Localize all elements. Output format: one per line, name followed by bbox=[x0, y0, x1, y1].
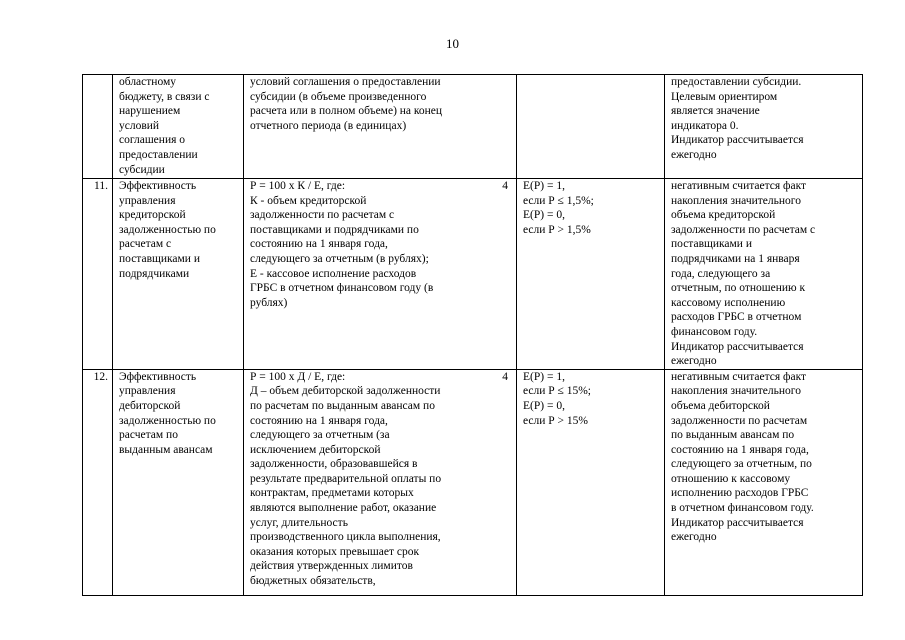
calculation-line: бюджетных обязательств, bbox=[250, 575, 376, 588]
comment-line: подрядчиками на 1 января bbox=[671, 252, 800, 265]
comment-cell bbox=[665, 179, 863, 370]
indicator-name-line: нарушением bbox=[119, 105, 181, 118]
calculation-line: Д – объем дебиторской задолженности bbox=[250, 385, 441, 398]
calculation-line: следующего за отчетным (в рублях); bbox=[250, 252, 429, 265]
calculation-line: являются выполнение работ, оказание bbox=[250, 502, 437, 515]
table-row bbox=[83, 369, 863, 595]
evaluation-cell bbox=[517, 179, 665, 370]
calculation-line: субсидии (в объеме произведенного bbox=[250, 90, 427, 103]
indicator-name-line: расчетам по bbox=[119, 429, 178, 442]
comment-line: кассовому исполнению bbox=[671, 296, 786, 309]
comment-line: отношению к кассовому bbox=[671, 472, 791, 485]
indicator-name-cell bbox=[113, 369, 244, 595]
calculation-line: поставщиками и подрядчиками по bbox=[250, 223, 419, 236]
comment-line: в отчетном финансовом году. bbox=[671, 502, 814, 515]
comment-line: года, следующего за bbox=[671, 267, 771, 280]
indicator-name-line: областному bbox=[119, 76, 177, 88]
comment-line: предоставлении субсидии. bbox=[671, 76, 802, 88]
indicator-name-line: поставщиками и bbox=[119, 252, 200, 265]
comment-line: негативным считается факт bbox=[671, 180, 807, 192]
indicator-name-line: бюджету, в связи с bbox=[119, 90, 210, 103]
calculation-line: ГРБС в отчетном финансовом году (в bbox=[250, 282, 434, 295]
calculation-cell bbox=[244, 179, 517, 370]
comment-line: накопления значительного bbox=[671, 194, 801, 207]
evaluation-line: Е(Р) = 0, bbox=[523, 399, 565, 412]
calculation-line: рублях) bbox=[250, 296, 288, 309]
calculation-line: состоянию на 1 января года, bbox=[250, 414, 388, 427]
indicator-name-line: задолженностью по bbox=[119, 414, 216, 427]
comment-cell bbox=[665, 369, 863, 595]
comment-line: состоянию на 1 января года, bbox=[671, 443, 809, 456]
evaluation-line: если Р > 1,5% bbox=[523, 223, 591, 236]
calculation-cell bbox=[244, 369, 517, 595]
evaluation-line: Е(Р) = 1, bbox=[523, 370, 565, 383]
comment-line: финансовом году. bbox=[671, 325, 758, 338]
calculation-line: контрактам, предметами которых bbox=[250, 487, 414, 500]
calculation-line: Е - кассовое исполнение расходов bbox=[250, 267, 417, 280]
comment-line: задолженности по расчетам с bbox=[671, 223, 816, 236]
calculation-line: по расчетам по выданным авансам по bbox=[250, 399, 435, 412]
calculation-line: исключением дебиторской bbox=[250, 443, 381, 456]
calculation-line: условий соглашения о предоставлении bbox=[250, 76, 441, 88]
indicator-name-line: подрядчиками bbox=[119, 267, 190, 280]
table-row bbox=[83, 75, 863, 179]
table-row bbox=[83, 179, 863, 370]
calculation-line: Р = 100 х К / Е, где: bbox=[250, 180, 346, 192]
evaluation-line: если Р ≤ 1,5%; bbox=[523, 194, 594, 207]
comment-line: накопления значительного bbox=[671, 385, 801, 398]
indicator-name-line: субсидии bbox=[119, 163, 165, 176]
indicator-name-line: выданным авансам bbox=[119, 443, 213, 456]
comment-cell bbox=[665, 75, 863, 179]
indicator-name-line: Эффективность bbox=[119, 370, 197, 383]
calculation-line: задолженности по расчетам с bbox=[250, 209, 395, 222]
weight-value: 4 bbox=[502, 370, 508, 383]
comment-line: индикатора 0. bbox=[671, 119, 739, 132]
indicator-name-line: расчетам с bbox=[119, 238, 172, 251]
calculation-line: производственного цикла выполнения, bbox=[250, 531, 441, 544]
indicator-name-line: кредиторской bbox=[119, 209, 186, 222]
indicator-name-cell bbox=[113, 75, 244, 179]
evaluation-line: Е(Р) = 0, bbox=[523, 209, 565, 222]
indicator-name-cell bbox=[113, 179, 244, 370]
comment-line: расходов ГРБС в отчетном bbox=[671, 311, 802, 324]
comment-line: ежегодно bbox=[671, 531, 717, 544]
calculation-line: следующего за отчетным (за bbox=[250, 429, 390, 442]
comment-line: по выданным авансам по bbox=[671, 429, 795, 442]
calculation-line: Р = 100 х Д / Е, где: bbox=[250, 370, 346, 383]
comment-line: ежегодно bbox=[671, 355, 717, 368]
evaluation-line: если Р ≤ 15%; bbox=[523, 385, 591, 398]
evaluation-line: если Р > 15% bbox=[523, 414, 588, 427]
weight-value: 4 bbox=[502, 180, 508, 192]
comment-line: является значение bbox=[671, 105, 760, 118]
calculation-line: оказания которых превышает срок bbox=[250, 545, 420, 558]
indicator-name-line: соглашения о bbox=[119, 134, 186, 147]
calculation-line: действия утвержденных лимитов bbox=[250, 560, 413, 573]
calculation-line: отчетного периода (в единицах) bbox=[250, 119, 407, 132]
page-number: 10 bbox=[446, 36, 459, 51]
row-number: 12. bbox=[83, 369, 113, 595]
calculation-line: результате предварительной оплаты по bbox=[250, 472, 442, 485]
comment-line: объема дебиторской bbox=[671, 399, 770, 412]
calculation-line: задолженности, образовавшейся в bbox=[250, 458, 418, 471]
indicator-name-line: предоставлении bbox=[119, 148, 198, 161]
comment-line: Индикатор рассчитывается bbox=[671, 134, 804, 147]
row-number: 11. bbox=[83, 179, 113, 370]
comment-line: поставщиками и bbox=[671, 238, 752, 251]
comment-line: Индикатор рассчитывается bbox=[671, 340, 804, 353]
comment-line: объема кредиторской bbox=[671, 209, 776, 222]
comment-line: исполнению расходов ГРБС bbox=[671, 487, 809, 500]
evaluation-line: Е(Р) = 1, bbox=[523, 180, 565, 192]
indicator-name-line: управления bbox=[119, 385, 176, 398]
indicator-name-line: управления bbox=[119, 194, 176, 207]
calculation-line: услуг, длительность bbox=[250, 516, 348, 529]
comment-line: Целевым ориентиром bbox=[671, 90, 778, 103]
calculation-line: К - объем кредиторской bbox=[250, 194, 367, 207]
indicator-name-line: условий bbox=[119, 119, 160, 132]
indicator-name-line: Эффективность bbox=[119, 180, 197, 192]
comment-line: отчетным, по отношению к bbox=[671, 282, 806, 295]
indicator-name-line: задолженностью по bbox=[119, 223, 216, 236]
comment-line: задолженности по расчетам bbox=[671, 414, 808, 427]
indicator-table bbox=[82, 74, 863, 596]
comment-line: следующего за отчетным, по bbox=[671, 458, 812, 471]
evaluation-cell bbox=[517, 369, 665, 595]
comment-line: Индикатор рассчитывается bbox=[671, 516, 804, 529]
calculation-cell bbox=[244, 75, 517, 179]
calculation-line: состоянию на 1 января года, bbox=[250, 238, 388, 251]
indicator-name-line: дебиторской bbox=[119, 399, 181, 412]
evaluation-cell bbox=[517, 75, 665, 179]
comment-line: негативным считается факт bbox=[671, 370, 807, 383]
calculation-line: расчета или в полном объеме) на конец bbox=[250, 105, 443, 118]
comment-line: ежегодно bbox=[671, 148, 717, 161]
row-number bbox=[83, 75, 113, 179]
